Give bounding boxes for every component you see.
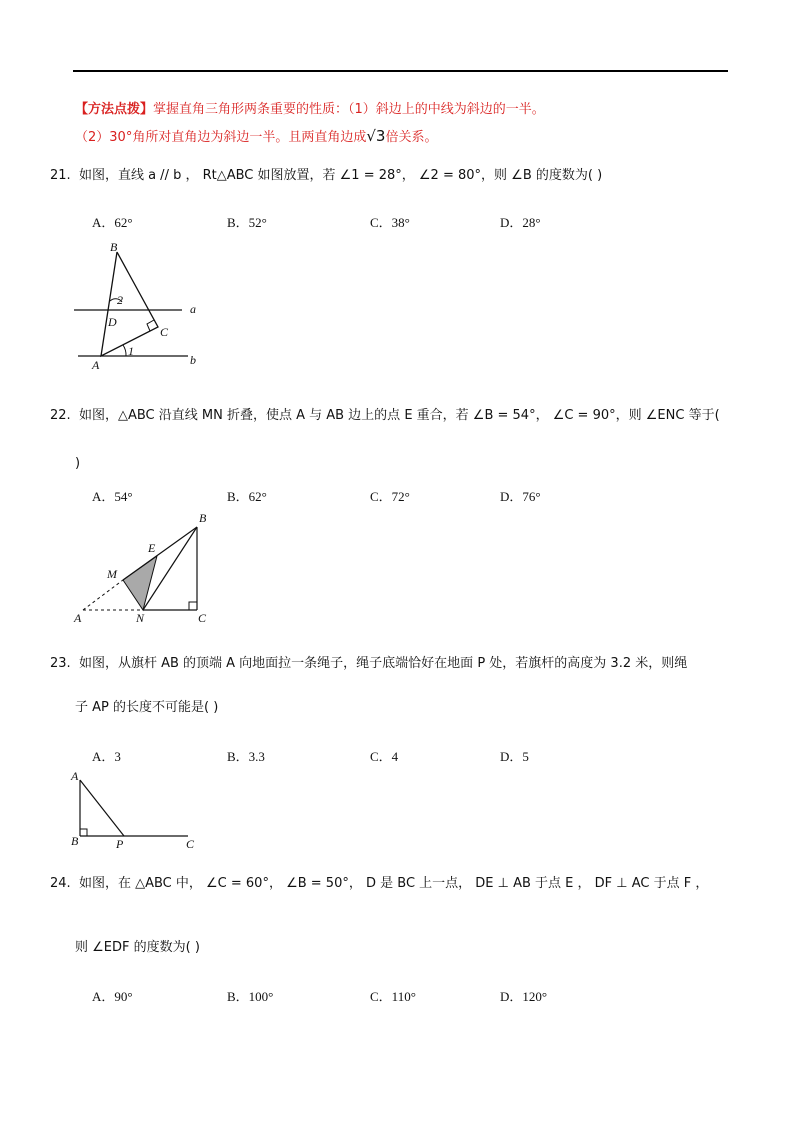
figure-label: M — [107, 567, 117, 581]
figure-label: B — [199, 511, 207, 525]
question-number: 24. — [50, 876, 71, 891]
option-b[interactable]: B．100° — [227, 989, 274, 1004]
figure-label: A — [74, 611, 82, 625]
question-23-cont: 子 AP 的长度不可能是( ) — [75, 700, 219, 715]
figure-label: a — [190, 302, 196, 316]
figure-label: E — [148, 541, 156, 555]
option-d[interactable]: D．5 — [500, 749, 529, 764]
figure-label: 2 — [117, 293, 123, 307]
right-angle-mark-b — [80, 829, 87, 836]
question-number: 21. — [50, 168, 71, 183]
figure-label: P — [116, 837, 124, 851]
figure-label: D — [108, 315, 117, 329]
method-tip-text2b: 倍关系。 — [385, 130, 438, 145]
figure-label: N — [136, 611, 145, 625]
option-c[interactable]: C．4 — [370, 749, 399, 764]
question-22-cont: ) — [75, 456, 81, 471]
question-number: 23. — [50, 656, 71, 671]
method-tip-label: 【方法点拨】 — [75, 102, 154, 117]
figure-label: A — [92, 358, 100, 372]
figure-label: B — [71, 834, 79, 848]
option-b[interactable]: B．62° — [227, 489, 267, 504]
figure-label: C — [186, 837, 195, 851]
figure-label: A — [71, 769, 79, 783]
figure-label: C — [198, 611, 207, 625]
rope-ap — [80, 780, 124, 836]
question-number: 22. — [50, 408, 71, 423]
option-c[interactable]: C．38° — [370, 215, 410, 230]
option-c[interactable]: C．72° — [370, 489, 410, 504]
question-24 — [50, 872, 708, 891]
option-d[interactable]: D．76° — [500, 489, 541, 504]
question-24-cont: 则 ∠EDF 的度数为( ) — [75, 940, 200, 955]
question-text: 如图，△ABC 沿直线 MN 折叠，使点 A 与 AB 边上的点 E 重合，若 ∠B = 54°， ∠C = 90°，则 ∠ENC 等于( — [78, 408, 720, 423]
option-a[interactable]: A．90° — [92, 989, 133, 1004]
question-text: 如图，直线 a // b ， Rt△ABC 如图放置，若 ∠1 = 28°， ∠2 = 80°，则 ∠B 的度数为( ) — [78, 168, 603, 183]
option-a[interactable]: A．54° — [92, 489, 133, 504]
figure-label: B — [110, 240, 118, 254]
option-b[interactable]: B．52° — [227, 215, 267, 230]
option-b[interactable]: B．3.3 — [227, 749, 265, 764]
method-tip-text1: 掌握直角三角形两条重要的性质：（1）斜边上的中线为斜边的一半。 — [153, 102, 545, 117]
option-d[interactable]: D．28° — [500, 215, 541, 230]
question-text: 如图，从旗杆 AB 的顶端 A 向地面拉一条绳子，绳子底端恰好在地面 P 处，若旗杆的高度为 3.2 米，则绳 — [78, 656, 688, 671]
sqrt3: √3 — [366, 127, 386, 145]
figure-label: C — [160, 325, 169, 339]
option-a[interactable]: A．3 — [92, 749, 121, 764]
option-c[interactable]: C．110° — [370, 989, 416, 1004]
figure-label: b — [190, 353, 196, 367]
option-a[interactable]: A．62° — [92, 215, 133, 230]
method-tip-text2a: （2）30°角所对直角边为斜边一半。且两直角边成 — [75, 130, 367, 145]
question-text: 如图，在 △ABC 中， ∠C = 60°， ∠B = 50°， D 是 BC 上一点， DE ⊥ AB 于点 E ， DF ⊥ AC 于点 F ， — [78, 876, 709, 891]
option-d[interactable]: D．120° — [500, 989, 548, 1004]
figure-label: 1 — [128, 344, 134, 358]
